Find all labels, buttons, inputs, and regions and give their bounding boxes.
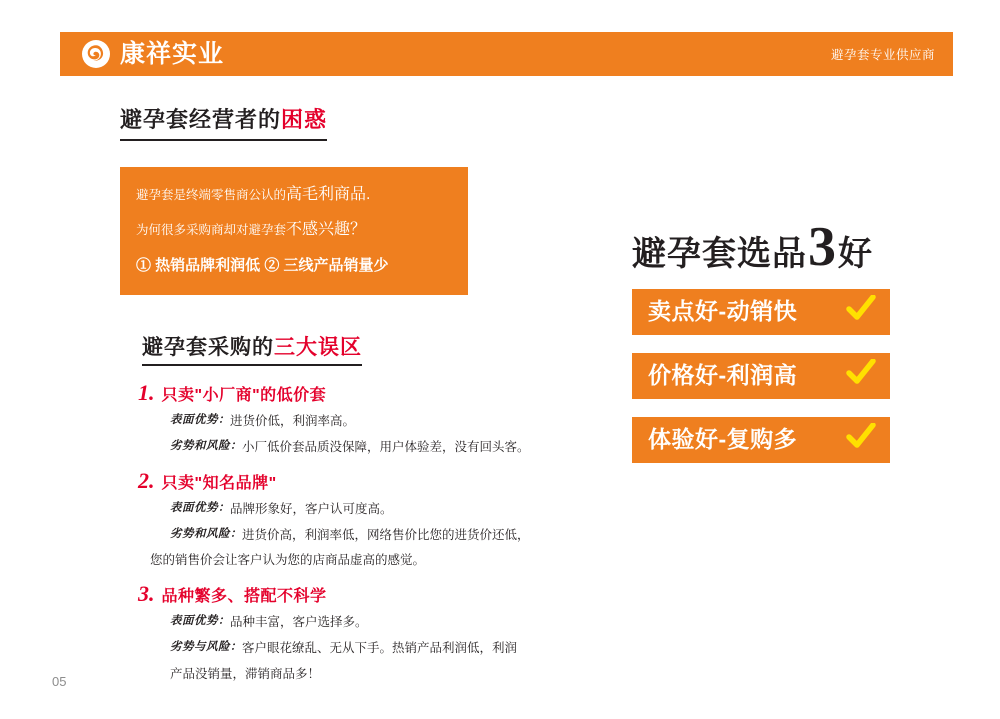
row-text: 品种丰富，客户选择多。 bbox=[230, 615, 368, 630]
row-label: 劣势和风险： bbox=[170, 527, 242, 540]
list-item-head bbox=[138, 467, 600, 493]
row-label: 表面优势： bbox=[170, 615, 230, 628]
list-item-row bbox=[170, 613, 600, 632]
section-title-2-highlight: 三大误区 bbox=[274, 336, 362, 360]
row-label: 表面优势： bbox=[170, 414, 230, 427]
right-headline bbox=[632, 216, 932, 278]
callout-line-1-big: 高毛利商品. bbox=[286, 185, 371, 203]
section-title-1-highlight: 困惑 bbox=[281, 107, 328, 132]
row-text: 进货价高，利润率低，网络售价比您的进货价还低， bbox=[242, 527, 530, 542]
row-text: 客户眼花缭乱、无从下手。热销产品利润低，利润 bbox=[242, 640, 518, 655]
benefit-bar-text: 卖点好-动销快 bbox=[648, 298, 798, 325]
benefit-bar bbox=[632, 417, 890, 463]
list-item-head bbox=[138, 583, 600, 606]
right-headline-suffix: 好 bbox=[838, 234, 873, 273]
section-title-1 bbox=[120, 106, 327, 141]
row-text: 您的销售价会让客户认为您的店商品虚高的感觉。 bbox=[150, 553, 426, 568]
list-item-row bbox=[170, 526, 600, 545]
header-tagline: 避孕套专业供应商 bbox=[830, 48, 935, 62]
list-item-row bbox=[170, 500, 600, 519]
mistake-list bbox=[120, 382, 600, 683]
spiral-logo-icon bbox=[82, 40, 110, 68]
list-item-row bbox=[150, 551, 600, 570]
list-item-row bbox=[170, 639, 600, 658]
header-bar bbox=[60, 32, 953, 76]
list-item-title: 品种繁多、搭配不科学 bbox=[161, 588, 327, 606]
check-icon bbox=[846, 423, 876, 456]
callout-line-2-small: 为何很多采购商却对避孕套 bbox=[136, 223, 287, 238]
benefit-bar bbox=[632, 353, 890, 399]
brand bbox=[82, 40, 224, 68]
section-title-2 bbox=[142, 331, 362, 366]
row-text: 品牌形象好，客户认可度高。 bbox=[230, 501, 393, 516]
callout-line-1 bbox=[136, 183, 452, 208]
list-item-row bbox=[170, 412, 600, 431]
callout-line-1-small: 避孕套是终端零售商公认的 bbox=[136, 187, 287, 202]
right-column bbox=[632, 216, 932, 481]
benefit-bar bbox=[632, 289, 890, 335]
benefit-bar-text: 体验好-复购多 bbox=[648, 426, 798, 453]
orange-callout-box bbox=[120, 167, 468, 296]
callout-line-2-big: 不感兴趣？ bbox=[286, 221, 367, 239]
brand-name: 康祥实业 bbox=[120, 39, 225, 68]
row-text: 产品没销量，滞销商品多！ bbox=[170, 666, 321, 681]
list-item-title: 只卖"小厂商"的低价套 bbox=[161, 387, 327, 405]
right-headline-prefix: 避孕套选品 bbox=[632, 234, 807, 273]
list-item bbox=[120, 583, 600, 683]
list-item-head bbox=[138, 382, 600, 405]
benefit-bars bbox=[632, 289, 932, 463]
callout-line-2 bbox=[136, 218, 452, 243]
section-title-1-prefix: 避孕套经营者的 bbox=[120, 107, 282, 132]
check-icon bbox=[846, 295, 876, 328]
list-item bbox=[120, 382, 600, 457]
list-item-number: 3. bbox=[138, 581, 155, 607]
row-label: 表面优势： bbox=[170, 501, 230, 514]
right-headline-number: 3 bbox=[808, 216, 837, 278]
row-label: 劣势和风险： bbox=[170, 440, 242, 453]
row-text: 进货价低，利润率高。 bbox=[230, 414, 356, 429]
callout-line-3: ① 热销品牌利润低 ② 三线产品销量少 bbox=[136, 257, 389, 275]
list-item bbox=[120, 467, 600, 570]
list-item-title: 只卖"知名品牌" bbox=[161, 474, 277, 492]
check-icon bbox=[846, 359, 876, 392]
row-label: 劣势与风险： bbox=[170, 640, 242, 653]
section-title-2-prefix: 避孕套采购的 bbox=[142, 336, 274, 360]
left-column bbox=[120, 106, 600, 696]
list-item-number: 1. bbox=[138, 380, 155, 406]
row-text: 小厂低价套品质没保障，用户体验差，没有回头客。 bbox=[242, 440, 530, 455]
list-item-row bbox=[170, 438, 600, 457]
list-item-row bbox=[170, 665, 600, 684]
benefit-bar-text: 价格好-利润高 bbox=[648, 362, 798, 389]
list-item-number: 2. bbox=[138, 467, 155, 493]
page-number: 05 bbox=[52, 674, 67, 689]
